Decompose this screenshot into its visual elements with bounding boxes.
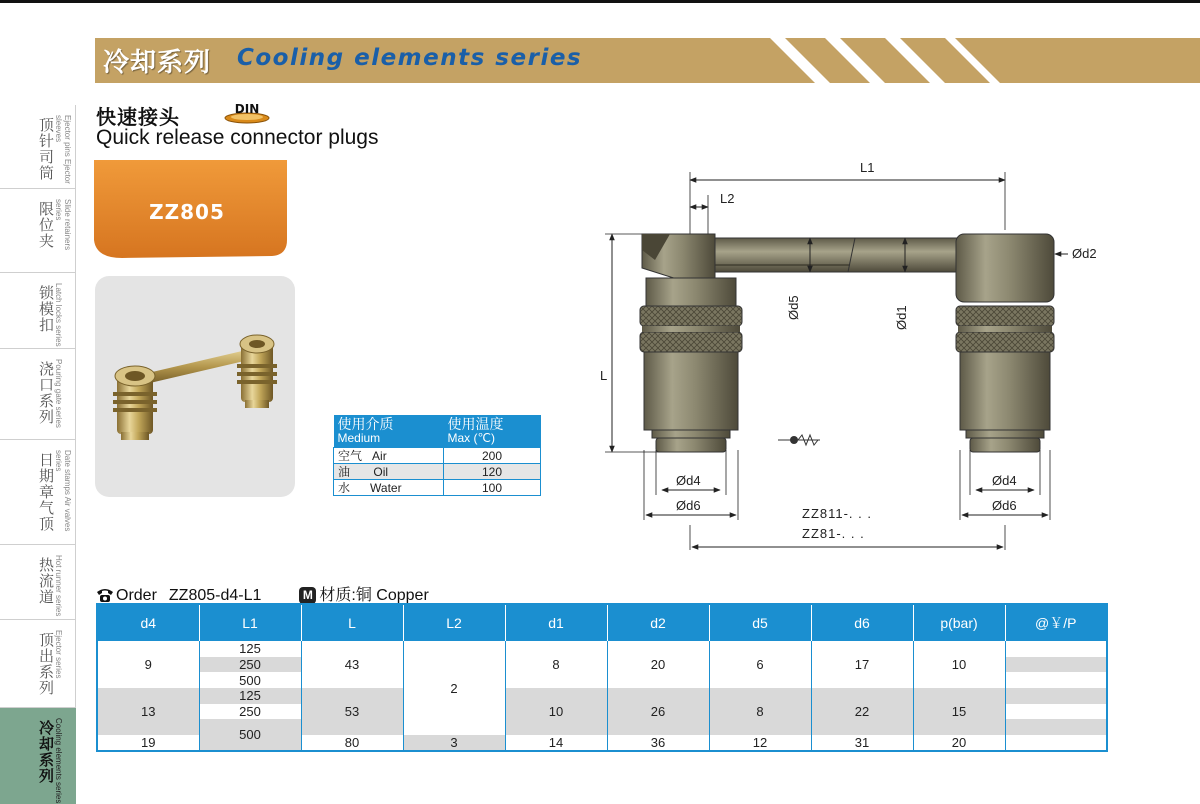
temperature-header-cn: 使用温度 xyxy=(447,416,504,432)
sidebar-item-sublabel: Ejector pins Ejector sleeves xyxy=(54,115,72,184)
cell-l1: 250 xyxy=(199,657,301,673)
medium-en: Oil xyxy=(373,464,389,479)
cell-d6: 22 xyxy=(811,688,913,735)
dimension-d2-label: Ød2 xyxy=(1072,246,1097,261)
column-header-d5: d5 xyxy=(709,604,811,641)
medium-en: Air xyxy=(372,448,387,463)
header-title-cn: 冷却系列 xyxy=(103,48,212,78)
cell-l: 43 xyxy=(301,641,403,688)
cell-price xyxy=(1005,735,1107,751)
column-header-l: L xyxy=(301,604,403,641)
cell-d4: 13 xyxy=(97,688,199,735)
material-label: 材质:铜 Copper xyxy=(319,587,429,604)
medium-cell xyxy=(334,448,444,464)
medium-cell xyxy=(334,480,444,496)
table-row xyxy=(97,641,1107,657)
column-header-d4: d4 xyxy=(97,604,199,641)
sidebar-item-sublabel: Slide retainers series xyxy=(54,199,72,251)
reference-code-1: ZZ811-. . . xyxy=(802,506,872,521)
sidebar-item-sublabel: Ejector series xyxy=(54,630,63,679)
column-header-l1: L1 xyxy=(199,604,301,641)
sidebar-item-sublabel: Date stamps Air valves series xyxy=(54,450,72,532)
cell-d4: 19 xyxy=(97,735,199,751)
cell-l1: 250 xyxy=(199,704,301,720)
dimension-d1-label: Ød1 xyxy=(894,305,909,330)
cell-price xyxy=(1005,657,1107,673)
cell-p: 20 xyxy=(913,735,1005,751)
column-header-p: p(bar) xyxy=(913,604,1005,641)
sidebar-item-label: 浇口系列 xyxy=(37,361,55,425)
cell-price xyxy=(1005,688,1107,704)
model-label: ZZ805 xyxy=(149,200,225,224)
sidebar-item-label: 日期章气顶 xyxy=(37,452,55,532)
column-header-l2: L2 xyxy=(403,604,505,641)
cell-d1: 10 xyxy=(505,688,607,735)
connector-photo-illustration xyxy=(95,276,295,497)
medium-row xyxy=(334,480,541,496)
dimension-d5-label: Ød5 xyxy=(786,295,801,320)
sidebar-item-hot-runner[interactable] xyxy=(0,545,76,620)
sidebar-item-label: 冷却系列 xyxy=(37,720,55,784)
cell-price xyxy=(1005,641,1107,657)
dimension-l1-label: L1 xyxy=(860,160,875,175)
technical-drawing xyxy=(580,150,1140,550)
medium-temperature-table xyxy=(333,415,541,496)
sidebar-item-pouring-gate[interactable] xyxy=(0,349,76,440)
sidebar xyxy=(0,105,76,804)
sidebar-item-label: 锁模扣 xyxy=(37,285,55,333)
cell-p: 15 xyxy=(913,688,1005,735)
product-photo xyxy=(95,276,295,497)
sidebar-item-label: 热流道 xyxy=(37,557,55,605)
medium-header-en: Medium xyxy=(337,431,381,445)
product-title-en: Quick release connector plugs xyxy=(96,126,379,149)
sidebar-item-sublabel: Latch locks series xyxy=(54,283,63,347)
cell-d1: 8 xyxy=(505,641,607,688)
cell-d1: 14 xyxy=(505,735,607,751)
column-header-d6: d6 xyxy=(811,604,913,641)
sidebar-item-ejector-series[interactable] xyxy=(0,620,76,708)
din-badge-label: DIN xyxy=(234,102,260,116)
medium-en: Water xyxy=(370,480,402,495)
cell-d2: 26 xyxy=(607,688,709,735)
medium-header-cn: 使用介质 xyxy=(337,416,394,432)
sidebar-item-latch-locks[interactable] xyxy=(0,273,76,349)
flow-symbol-icon xyxy=(778,435,820,445)
medium-row xyxy=(334,448,541,464)
dimension-d4-left-label: Ød4 xyxy=(676,473,701,488)
cell-l2: 2 xyxy=(403,641,505,735)
temperature-cell: 100 xyxy=(444,480,541,496)
dimension-d6-right-label: Ød6 xyxy=(992,498,1017,513)
sidebar-item-ejector-pins[interactable] xyxy=(0,105,76,189)
sidebar-item-slide-retainers[interactable] xyxy=(0,189,76,273)
specification-table xyxy=(96,603,1108,752)
cell-d5: 6 xyxy=(709,641,811,688)
model-tab xyxy=(92,160,292,260)
cell-d2: 36 xyxy=(607,735,709,751)
temperature-cell: 200 xyxy=(444,448,541,464)
sidebar-item-cooling-elements[interactable] xyxy=(0,708,76,804)
dimension-l2-label: L2 xyxy=(720,191,735,206)
column-header-d1: d1 xyxy=(505,604,607,641)
cell-l: 80 xyxy=(301,735,403,751)
medium-cell xyxy=(334,464,444,480)
column-header-price: @￥/P xyxy=(1005,604,1107,641)
cell-l1: 500 xyxy=(199,672,301,688)
medium-header xyxy=(334,415,444,448)
cell-price xyxy=(1005,719,1107,735)
cell-d6: 17 xyxy=(811,641,913,688)
din-badge xyxy=(217,102,277,124)
cell-d2: 20 xyxy=(607,641,709,688)
cell-l1: 125 xyxy=(199,688,301,704)
cell-l: 53 xyxy=(301,688,403,735)
cell-l2: 3 xyxy=(403,735,505,751)
cell-l1: 125 xyxy=(199,641,301,657)
temperature-header-en: Max (℃) xyxy=(447,431,495,445)
dimension-l-label: L xyxy=(600,368,608,383)
sidebar-item-date-stamps[interactable] xyxy=(0,440,76,545)
reference-code-2: ZZ81-. . . xyxy=(802,526,865,541)
cell-price xyxy=(1005,704,1107,720)
sidebar-item-sublabel: Hot runner series xyxy=(54,555,63,617)
medium-cn: 油 xyxy=(338,464,351,479)
product-title-cn: 快速接头 xyxy=(96,105,180,129)
dimension-d4-right-label: Ød4 xyxy=(992,473,1017,488)
temperature-header xyxy=(444,415,541,448)
cell-d5: 8 xyxy=(709,688,811,735)
header-band xyxy=(95,38,1200,83)
temperature-cell: 120 xyxy=(444,464,541,480)
sidebar-item-sublabel: Pouring gate series xyxy=(54,359,63,428)
dimension-d6-left-label: Ød6 xyxy=(676,498,701,513)
cell-price xyxy=(1005,672,1107,688)
medium-row xyxy=(334,464,541,480)
header-title-en: Cooling elements series xyxy=(237,45,583,71)
sidebar-item-label: 顶出系列 xyxy=(37,632,55,696)
sidebar-item-label: 顶针司筒 xyxy=(37,117,55,181)
cell-p: 10 xyxy=(913,641,1005,688)
cell-l1: 500 xyxy=(199,719,301,751)
sidebar-item-label: 限位夹 xyxy=(37,201,55,249)
sidebar-item-sublabel: Cooling elements series xyxy=(54,718,63,804)
order-label: Order xyxy=(116,587,157,604)
column-header-d2: d2 xyxy=(607,604,709,641)
cell-d5: 12 xyxy=(709,735,811,751)
cell-d6: 31 xyxy=(811,735,913,751)
top-rule xyxy=(0,0,1200,3)
cell-d4: 9 xyxy=(97,641,199,688)
right-fitting xyxy=(956,234,1054,452)
table-row xyxy=(97,688,1107,704)
table-header-row xyxy=(97,604,1107,641)
medium-cn: 空气 xyxy=(338,448,363,463)
medium-cn: 水 xyxy=(338,480,351,495)
material-icon: M xyxy=(299,587,316,604)
order-code: ZZ805-d4-L1 xyxy=(168,587,262,604)
